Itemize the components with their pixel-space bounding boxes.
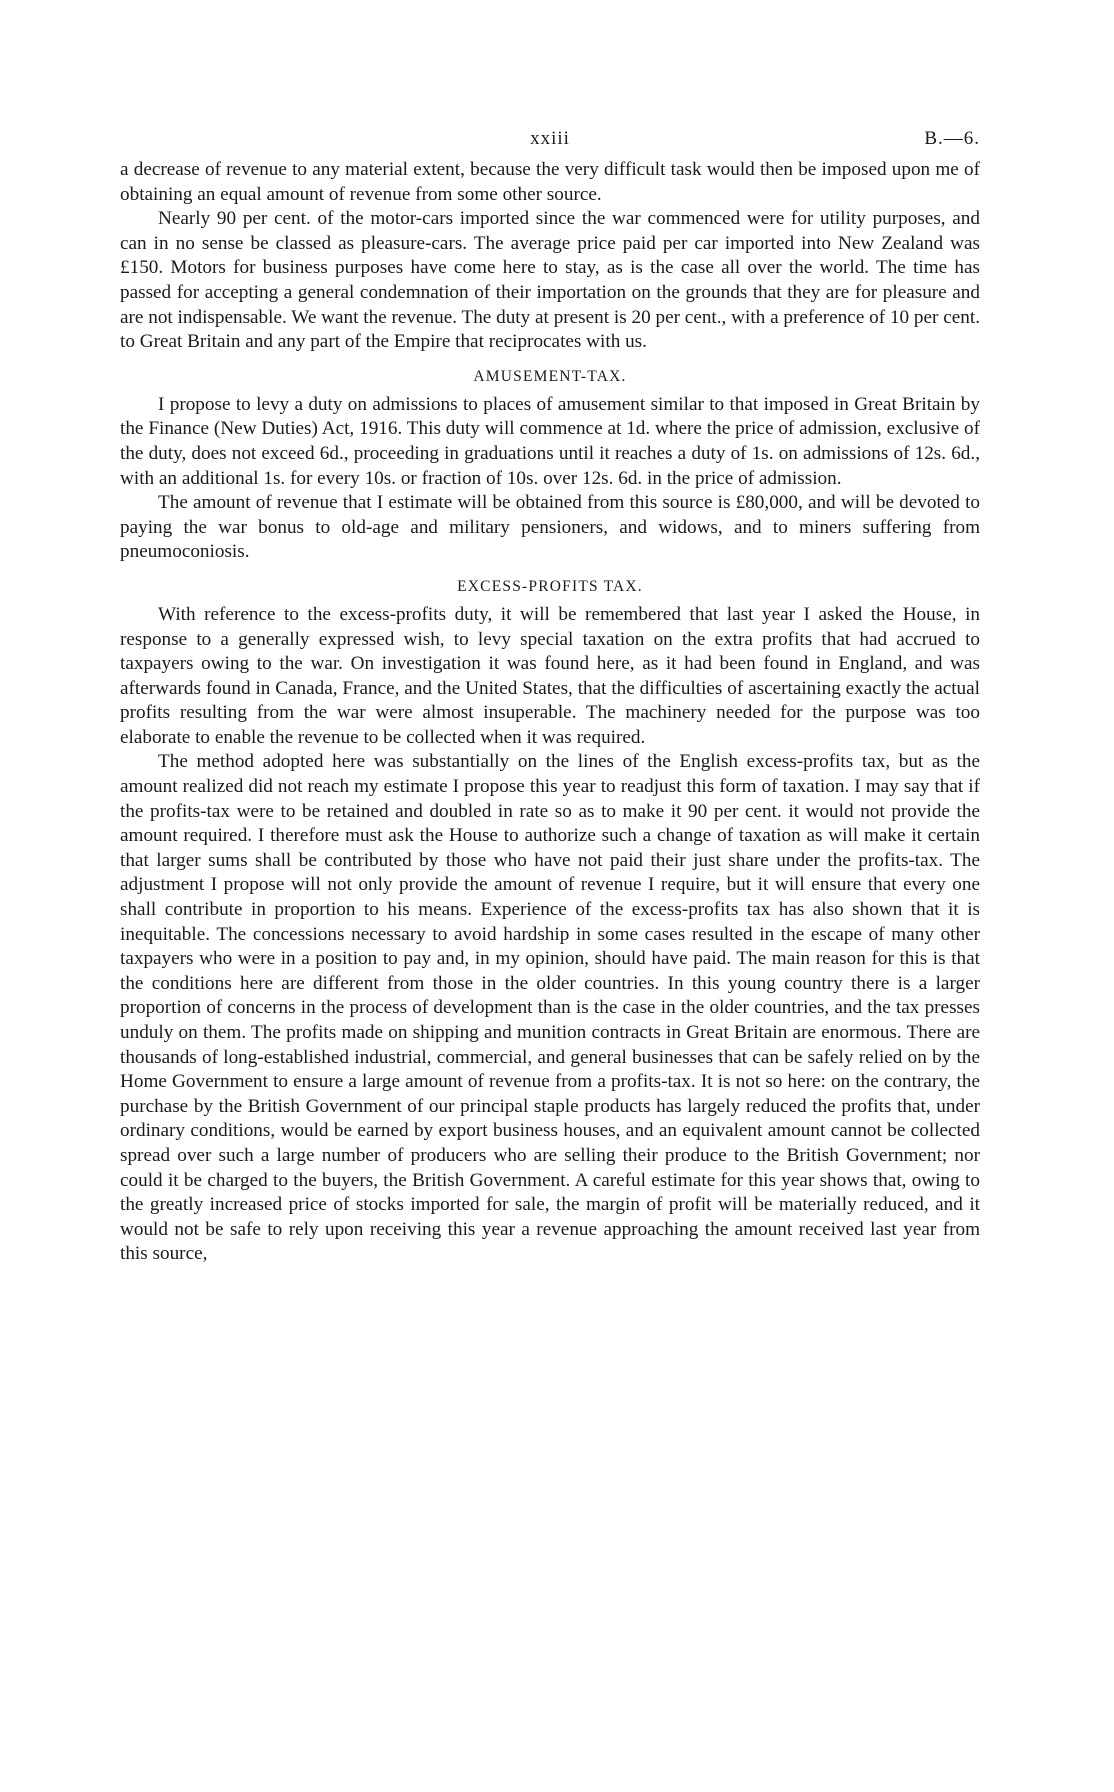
section-heading-amusement-tax: AMUSEMENT-TAX.	[473, 367, 627, 385]
section-heading-excess-profits-tax: EXCESS-PROFITS TAX.	[457, 577, 643, 595]
page-number: xxiii	[530, 128, 570, 149]
paragraph-motor-cars: Nearly 90 per cent. of the motor-cars imported since the war commenced were for utility purposes, and can in no sense be classed as pleasure-cars. The average price paid per car imported into New Zealand was £150. Motors for business purposes have come here to stay, as is the case all over the world. The time has passed for accepting a general condemnation of their importation on the grounds that they are for pleasure and are not indispensable. We want the revenue. The duty at present is 20 per cent., with a preference of 10 per cent. to Great Britain and any part of the Empire that reciprocates with us.	[120, 208, 980, 353]
paragraph-amusement-revenue: The amount of revenue that I estimate will be obtained from this source is £80,000, and will be devoted to paying the war bonus to old-age and military pensioners, and widows, and to miners suffering from pneumoconiosis.	[120, 492, 980, 563]
page-header	[120, 128, 980, 158]
paragraph-excess-profits-method: The method adopted here was substantially on the lines of the English excess-profits tax, but as the amount realized did not reach my estimate I propose this year to readjust this form of taxation. I may say that if the profits-tax were to be retained and doubled in rate so as to make it 90 per cent. it would not provide the amount required. I therefore must ask the House to authorize such a change of taxation as will make it certain that larger sums shall be contributed by those who have not paid their just share under the profits-tax. The adjustment I propose will not only provide the amount of revenue I require, but it will ensure that every one shall contribute in proportion to his means. Experience of the excess-profits tax has also shown that it is inequitable. The concessions necessary to avoid hardship in some cases resulted in the escape of many other taxpayers who were in a position to pay and, in my opinion, should have paid. The main reason for this is that the conditions here are different from those in the older countries. In this young country there is a larger proportion of concerns in the process of development than is the case in the older countries, and the tax presses unduly on them. The profits made on shipping and munition contracts in Great Britain are enormous. There are thousands of long-established industrial, commercial, and general businesses that can be safely relied on by the Home Government to ensure a large amount of revenue from a profits-tax. It is not so here: on the contrary, the purchase by the British Government of our principal staple products has largely reduced the profits that, under ordinary conditions, would be earned by export business houses, and an equivalent amount cannot be collected spread over such a large number of producers who are selling their produce to the British Government; nor could it be charged to the buyers, the British Government. A careful estimate for this year shows that, owing to the greatly increased price of stocks imported for sale, the margin of profit will be materially reduced, and it would not be safe to rely upon receiving this year a revenue approaching the amount received last year from this source,	[120, 751, 980, 1265]
paragraph-continuation: a decrease of revenue to any material extent, because the very difficult task would then be imposed upon me of obtaining an equal amount of revenue from some other source.	[120, 159, 980, 205]
document-page	[120, 128, 980, 1267]
paragraph-amusement-duty: I propose to levy a duty on admissions to places of amusement similar to that imposed in Great Britain by the Finance (New Duties) Act, 1916. This duty will commence at 1d. where the price of admission, exclusive of the duty, does not exceed 6d., proceeding in graduations until it reaches a duty of 1s. on admissions of 12s. 6d., with an additional 1s. for every 10s. or fraction of 10s. over 12s. 6d. in the price of admission.	[120, 393, 980, 489]
document-reference: B.—6.	[924, 128, 980, 149]
paragraph-excess-profits-history: With reference to the excess-profits duty, it will be remembered that last year I asked the House, in response to a generally expressed wish, to levy special taxation on the extra profits that had accrued to taxpayers owing to the war. On investigation it was found here, as it had been found in England, and was afterwards found in Canada, France, and the United States, that the difficulties of ascertaining exactly the actual profits resulting from the war were almost insuperable. The machinery needed for the purpose was too elaborate to enable the revenue to be collected when it was required.	[120, 603, 980, 748]
